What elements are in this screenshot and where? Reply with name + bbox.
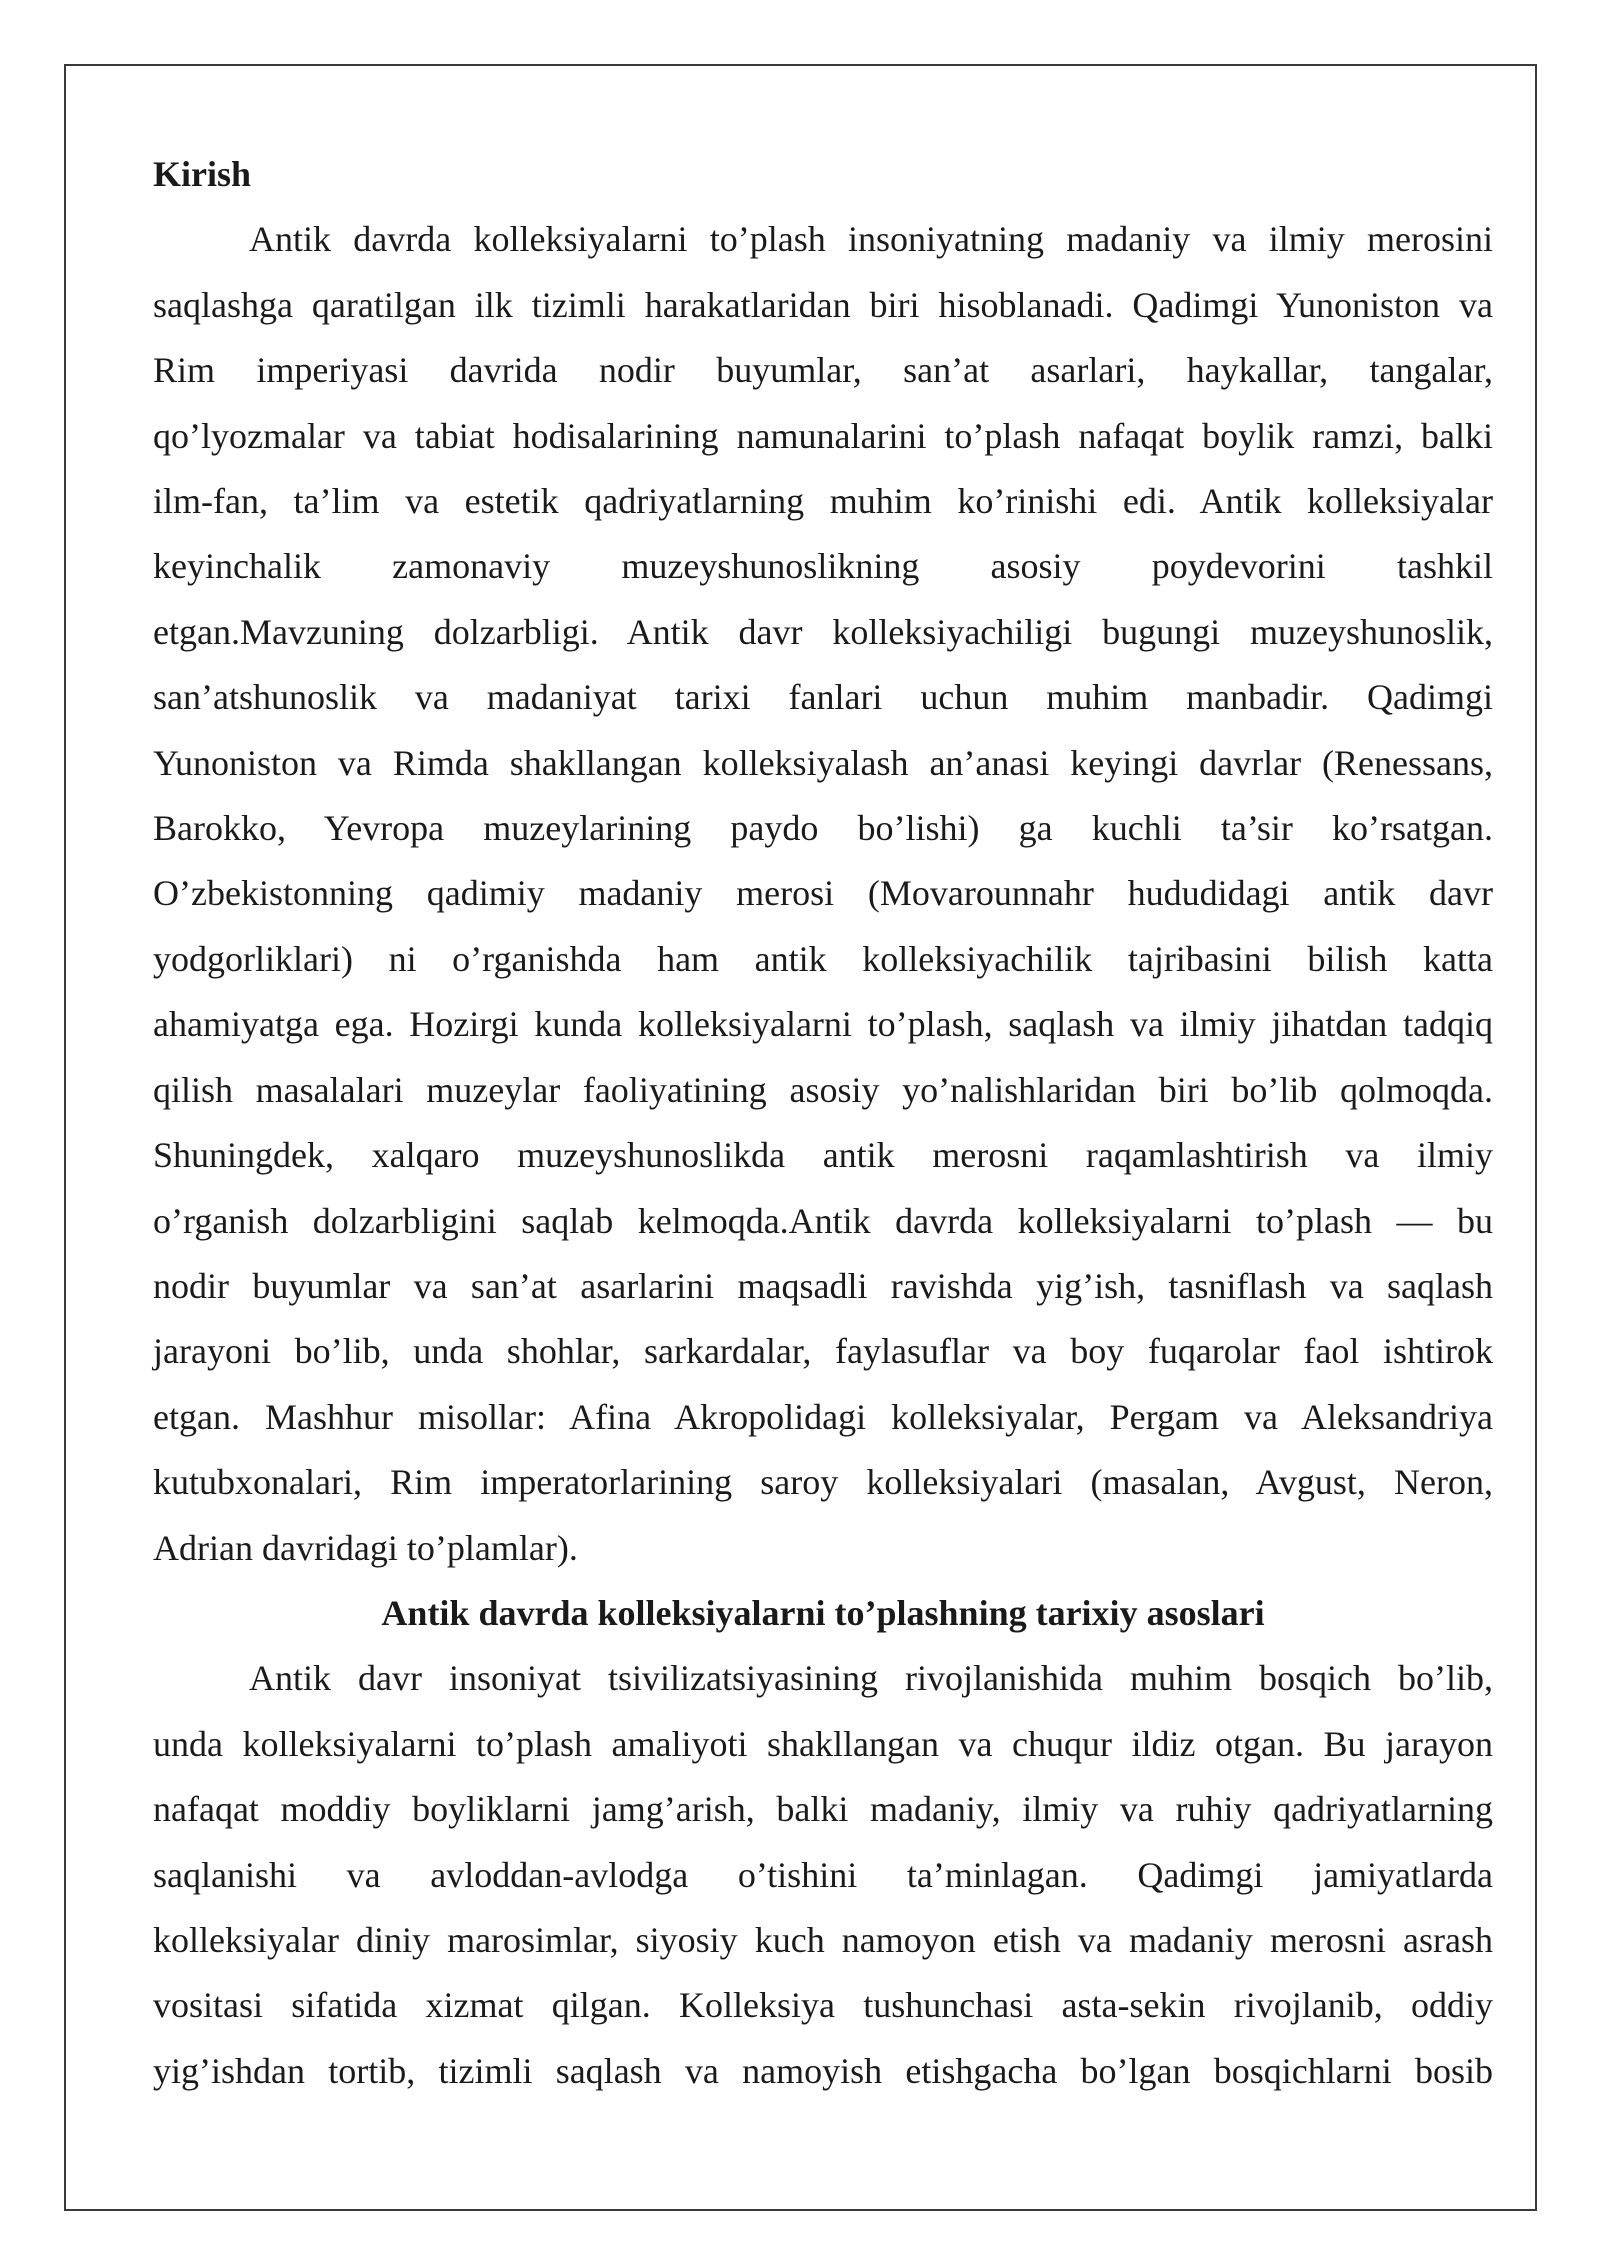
text-line: qilish masalalari muzeylar faoliyatining asosiy yo’nalishlaridan biri bo’lib qolmoqda.	[153, 1069, 1493, 1110]
text-line: ilm-fan, ta’lim va estetik qadriyatlarning muhim ko’rinishi edi. Antik kolleksiyalar	[153, 481, 1493, 522]
document-body	[153, 142, 1493, 2104]
text-line: vositasi sifatida xizmat qilgan. Kolleksiya tushunchasi asta-sekin rivojlanib, oddiy	[153, 1985, 1493, 2026]
text-line: Shuningdek, xalqaro muzeyshunoslikda antik merosni raqamlashtirish va ilmiy	[153, 1135, 1493, 1176]
text-line: O’zbekistonning qadimiy madaniy merosi (Movarounnahr hududidagi antik davr	[153, 873, 1493, 914]
text-line: kutubxonalari, Rim imperatorlarining saroy kolleksiyalari (masalan, Avgust, Neron,	[153, 1462, 1493, 1503]
text-line: Antik davr insoniyat tsivilizatsiyasining rivojlanishida muhim bosqich bo’lib,	[249, 1658, 1493, 1699]
section-heading-historical-foundations: Antik davrda kolleksiyalarni to’plashning tarixiy asoslari	[381, 1592, 1265, 1633]
text-line: etgan. Mashhur misollar: Afina Akropolidagi kolleksiyalar, Pergam va Aleksandriya	[153, 1396, 1493, 1437]
text-line: Adrian davridagi to’plamlar).	[153, 1527, 578, 1568]
text-line: qo’lyozmalar va tabiat hodisalarining namunalarini to’plash nafaqat boylik ramzi, balki	[153, 415, 1493, 456]
text-line: Antik davrda kolleksiyalarni to’plash insoniyatning madaniy va ilmiy merosini	[249, 219, 1493, 260]
text-line: kolleksiyalar diniy marosimlar, siyosiy kuch namoyon etish va madaniy merosni asrash	[153, 1919, 1493, 1960]
text-line: Barokko, Yevropa muzeylarining paydo bo’lishi) ga kuchli ta’sir ko’rsatgan.	[153, 808, 1493, 849]
text-line: unda kolleksiyalarni to’plash amaliyoti shakllangan va chuqur ildiz otgan. Bu jarayon	[153, 1723, 1493, 1764]
text-line: o’rganish dolzarbligini saqlab kelmoqda.Antik davrda kolleksiyalarni to’plash — bu	[153, 1200, 1493, 1241]
text-line: saqlanishi va avloddan-avlodga o’tishini ta’minlagan. Qadimgi jamiyatlarda	[153, 1854, 1493, 1895]
text-line: nodir buyumlar va san’at asarlarini maqsadli ravishda yig’ish, tasniflash va saqlash	[153, 1265, 1493, 1306]
text-line: san’atshunoslik va madaniyat tarixi fanlari uchun muhim manbadir. Qadimgi	[153, 677, 1493, 718]
text-line: keyinchalik zamonaviy muzeyshunoslikning asosiy poydevorini tashkil	[153, 546, 1493, 587]
paragraph-historical-foundations	[153, 1646, 1493, 2104]
paragraph-introduction	[153, 207, 1493, 1581]
text-line: ahamiyatga ega. Hozirgi kunda kolleksiyalarni to’plash, saqlash va ilmiy jihatdan tadqiq	[153, 1004, 1493, 1045]
text-line: jarayoni bo’lib, unda shohlar, sarkardalar, faylasuflar va boy fuqarolar faol ishtirok	[153, 1331, 1493, 1372]
section-heading-kirish: Kirish	[153, 154, 252, 194]
text-line: Rim imperiyasi davrida nodir buyumlar, san’at asarlari, haykallar, tangalar,	[153, 350, 1493, 391]
text-line: etgan.Mavzuning dolzarbligi. Antik davr kolleksiyachiligi bugungi muzeyshunoslik,	[153, 611, 1493, 652]
text-line: nafaqat moddiy boyliklarni jamg’arish, balki madaniy, ilmiy va ruhiy qadriyatlarning	[153, 1789, 1493, 1830]
text-line: Yunoniston va Rimda shakllangan kolleksiyalash an’anasi keyingi davrlar (Renessans,	[153, 742, 1493, 783]
text-line: yig’ishdan tortib, tizimli saqlash va namoyish etishgacha bo’lgan bosqichlarni bosib	[153, 2050, 1493, 2091]
text-line: saqlashga qaratilgan ilk tizimli harakatlaridan biri hisoblanadi. Qadimgi Yunoniston va	[153, 284, 1493, 325]
text-line: yodgorliklari) ni o’rganishda ham antik kolleksiyachilik tajribasini bilish katta	[153, 938, 1493, 979]
